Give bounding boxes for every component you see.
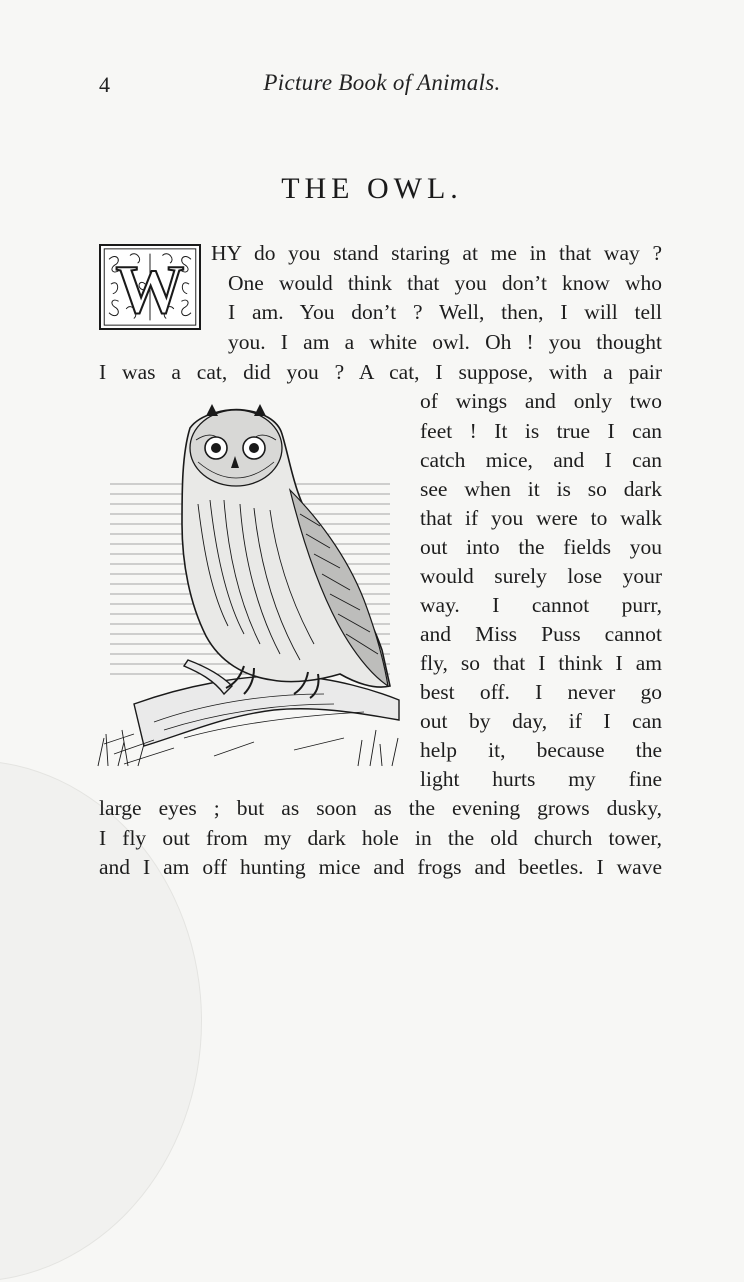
text-line-6: of wings and only two bbox=[420, 389, 662, 413]
text-line-4: you. I am a white owl. Oh ! you thought bbox=[228, 330, 662, 354]
text-line-14: and Miss Puss cannot bbox=[420, 622, 662, 646]
running-head-title: Picture Book of Animals. bbox=[263, 70, 501, 95]
page-number: 4 bbox=[99, 72, 110, 97]
ornamental-drop-cap bbox=[99, 244, 201, 330]
text-line-15: fly, so that I think I am bbox=[420, 651, 662, 675]
text-line-21: I fly out from my dark hole in the old church tower, bbox=[99, 826, 662, 850]
text-line-3: I am. You don’t ? Well, then, I will tell bbox=[228, 300, 662, 324]
text-line-16: best off. I never go bbox=[420, 680, 662, 704]
text-line-17: out by day, if I can bbox=[420, 709, 662, 733]
text-line-19: light hurts my fine bbox=[420, 767, 662, 791]
chapter-title: THE OWL. bbox=[281, 172, 463, 205]
text-line-7: feet ! It is true I can bbox=[420, 419, 662, 443]
owl-illustration bbox=[94, 404, 404, 768]
text-line-13: way. I cannot purr, bbox=[420, 593, 662, 617]
text-line-22: and I am off hunting mice and frogs and beetles. I wave bbox=[99, 855, 662, 879]
text-line-5: I was a cat, did you ? A cat, I suppose, with a pair bbox=[99, 360, 662, 384]
text-line-11: out into the fields you bbox=[420, 535, 662, 559]
text-line-8: catch mice, and I can bbox=[420, 448, 662, 472]
text-line-9: see when it is so dark bbox=[420, 477, 662, 501]
text-line-12: would surely lose your bbox=[420, 564, 662, 588]
text-line-10: that if you were to walk bbox=[420, 506, 662, 530]
text-line-20: large eyes ; but as soon as the evening grows dusky, bbox=[99, 796, 662, 820]
text-line-18: help it, because the bbox=[420, 738, 662, 762]
text-line-1: HY do you stand staring at me in that way ? bbox=[211, 241, 662, 265]
text-line-2: One would think that you don’t know who bbox=[228, 271, 662, 295]
drop-cap-letter: W bbox=[115, 251, 185, 328]
